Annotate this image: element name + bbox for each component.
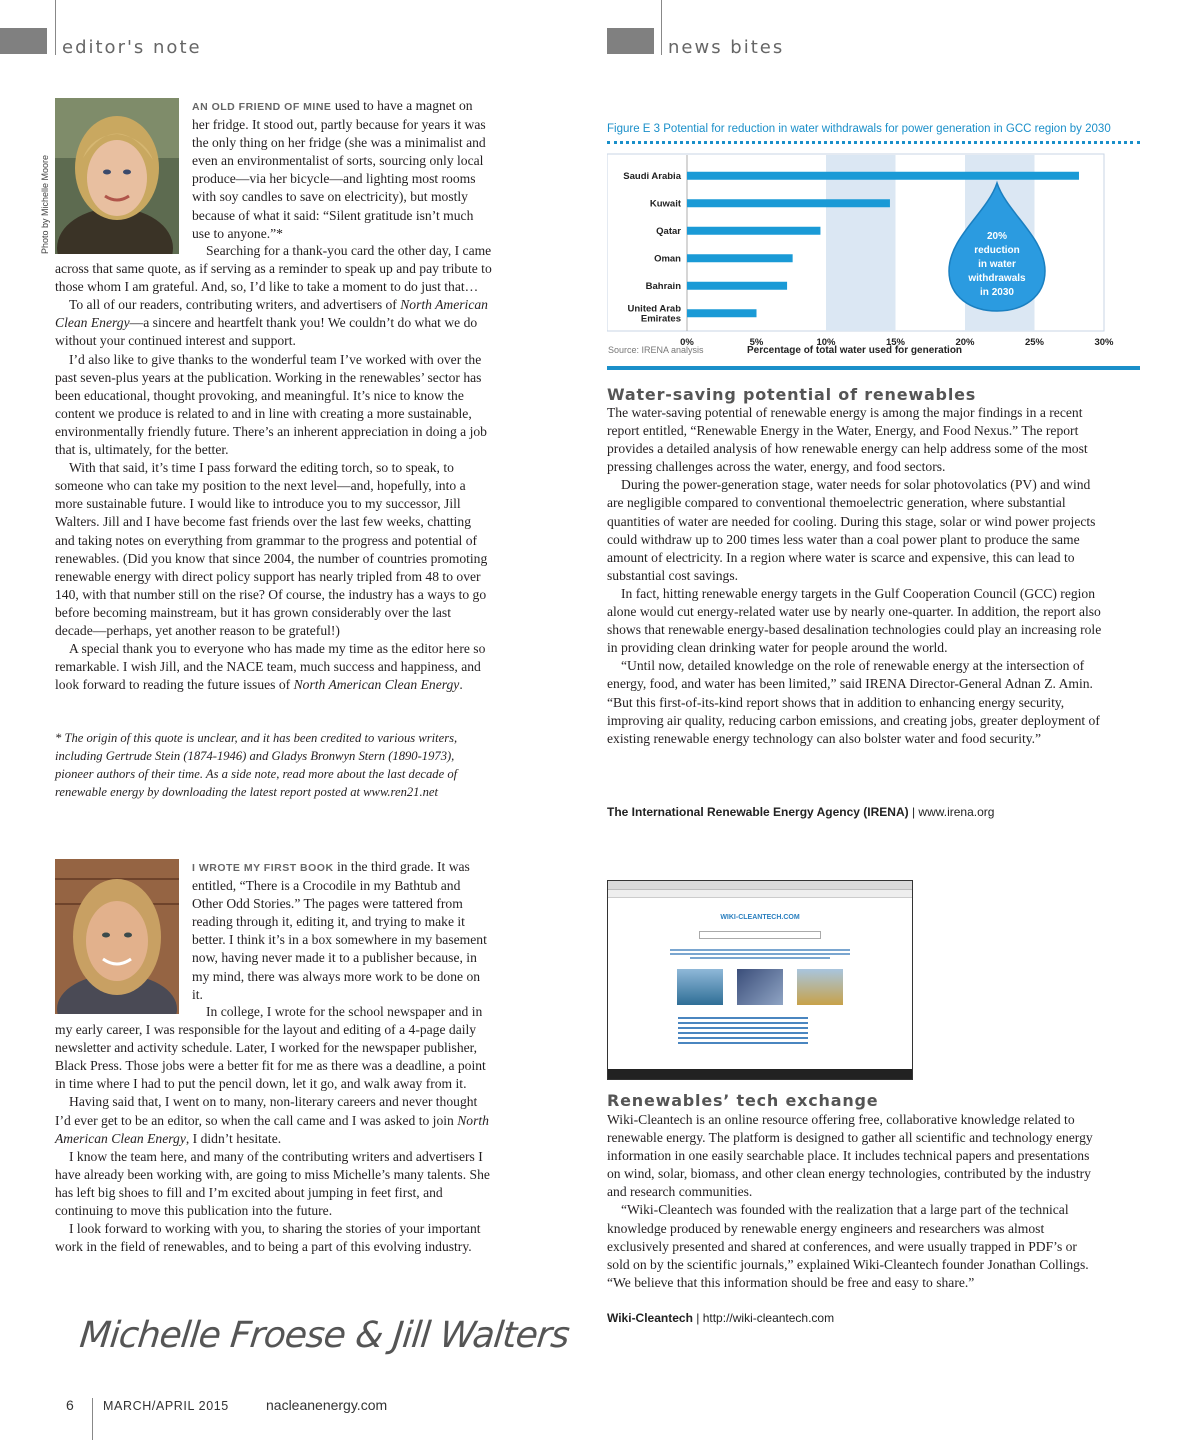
paragraph: In college, I wrote for the school newspaper and in my early career, I was responsible for the layout and editing of a 4-page daily newsletter and activity schedule. Later, I worked for the newspaper publisher, Black Press. Those jobs were a better fit for me as there was a deadline, a point in time where I had to put the pencil down, let it go, and walk away from it.	[55, 1004, 486, 1092]
category-label: Saudi Arabia	[623, 170, 681, 182]
footnote: * The origin of this quote is unclear, and it has been credited to various writers, including Gertrude Stein (1874-1946) and Gladys Bronwyn Stern (1890-1973), pioneer authors of their time. As a side note, read more about the last decade of renewable energy by downloading the latest report posted at www.ren21.net	[55, 731, 458, 799]
site-intro-lines	[670, 949, 850, 959]
source-url[interactable]: www.irena.org	[918, 805, 995, 819]
browser-tab-bar	[608, 881, 912, 890]
site-images	[608, 969, 912, 1005]
headline-water-saving: Water-saving potential of renewables	[607, 385, 977, 404]
solar-panel-image	[737, 969, 783, 1005]
figure-bottom-rule	[607, 366, 1140, 370]
news-1-body	[607, 404, 1103, 748]
category-label: Oman	[654, 253, 681, 265]
bar	[687, 254, 793, 262]
paragraph: Wiki-Cleantech is an online resource offering free, collaborative knowledge related to renewable energy. The platform is designed to gather all scientific and technology energy information in one easily searchable place. It includes technical papers and presentations on wind, solar, biomass, and other clean energy technologies, contributed by the industry and research communities.	[607, 1112, 1093, 1200]
category-label: Emirates	[640, 313, 681, 325]
editor-note-2-intro	[192, 858, 492, 1004]
right-header-divider	[661, 0, 662, 55]
paragraph: I look forward to working with you, to sharing the stories of your important work in the field of renewables, and to being a part of this evolving industry.	[55, 1221, 481, 1255]
figure-title-rule	[607, 141, 1140, 144]
drop-annotation-text: 20%	[986, 231, 1008, 242]
x-tick-label: 20%	[955, 337, 975, 348]
chart-source: Source: IRENA analysis	[608, 345, 704, 355]
section-label-editors-note: editor's note	[62, 37, 202, 58]
lead-in: I WROTE MY FIRST BOOK	[192, 862, 334, 874]
x-tick-label: 25%	[1024, 337, 1045, 348]
paragraph: “Until now, detailed knowledge on the role of renewable energy at the intersection of energy, food, and water has been limited,” said IRENA Director-General Adnan Z. Amin. “But this first-of-its-kind report shows that in addition to enhancing energy security, improving air quality, reducing carbon emissions, and creating jobs, greater deployment of existing renewable energy technology can also bolster water and food security.”	[607, 658, 1100, 746]
paragraph: “Wiki-Cleantech was founded with the realization that a large part of the technical knowledge produced by renewable energy engineers and researchers was almost exclusively presented and shared at conferences, and were usually trapped in PDF’s or sold on by the scientific journals,” explained Wiki-Cleantech founder Jonathan Collings. “We believe that this information should be free and easy to share.”	[607, 1202, 1089, 1290]
x-axis-title: Percentage of total water used for generation	[747, 345, 963, 356]
bar	[687, 227, 820, 235]
news-2-source: Wiki-Cleantech | http://wiki-cleantech.com	[607, 1311, 835, 1325]
x-tick-label: 0%	[680, 337, 694, 348]
drop-annotation-text: withdrawals	[968, 273, 1026, 284]
paragraph: In fact, hitting renewable energy targets in the Gulf Cooperation Council (GCC) region alone would cut energy-related water use by nearly one-quarter. In addition, the report also shows that renewable energy-based desalination technologies could play an increasing role in providing clean drinking water for people around the world.	[607, 585, 1102, 656]
photo-credit: Photo by Michelle Moore	[40, 154, 50, 254]
site-search-box	[699, 931, 821, 939]
editor-note-1-body	[55, 242, 492, 694]
x-tick-label: 10%	[816, 337, 836, 348]
paragraph: A special thank you to everyone who has made my time as the editor here so remarkable. I wish Jill, and the NACE team, much success and happiness, and look forward to reading the future issues of North American Clean Energy.	[55, 641, 486, 693]
category-label: Qatar	[656, 225, 681, 237]
drop-annotation-text: reduction	[974, 245, 1020, 256]
grid-band	[826, 155, 896, 331]
category-label: Kuwait	[649, 198, 681, 210]
headline-tech-exchange: Renewables’ tech exchange	[607, 1091, 879, 1110]
bar	[687, 172, 1079, 180]
paragraph: used to have a magnet on her fridge. It stood out, partly because for years it was the only thing on her fridge (she was a minimalist and even an environmentalist of sorts, sourcing only local produce—via her bicycle—and lighting most rooms with soy candles to save on electricity), but mostly because of what it said: “Silent gratitude isn’t much use to anyone.”*	[192, 98, 486, 241]
paragraph: I know the team here, and many of the contributing writers and advertisers I have already been working with, are going to miss Michelle’s many talents. She has left big shoes to fill and I’m excited about jumping in feet first, and continuing to move this publication into the future.	[55, 1148, 490, 1219]
signature: Michelle Froese & Jill Walters	[77, 1315, 571, 1356]
left-header-divider	[55, 0, 56, 55]
water-withdrawal-bar-chart	[607, 150, 1140, 372]
category-label: Bahrain	[645, 280, 681, 292]
wiki-cleantech-screenshot	[607, 880, 913, 1080]
source-name: The International Renewable Energy Agency (IRENA)	[607, 805, 909, 819]
buoy-image	[677, 969, 723, 1005]
news-2-body	[607, 1111, 1103, 1292]
editor-photo-michelle	[55, 98, 179, 254]
platform-image	[797, 969, 843, 1005]
section-label-news-bites: news bites	[668, 37, 785, 58]
drop-annotation-text: in 2030	[980, 287, 1014, 298]
x-tick-label: 15%	[885, 337, 906, 348]
editor-note-2-body	[55, 1003, 492, 1256]
figure-title: Figure E 3 Potential for reduction in water withdrawals for power generation in GCC region by 2030	[607, 123, 1111, 135]
editor-note-1-intro	[192, 97, 492, 243]
bar	[687, 309, 757, 317]
page-number: 6	[66, 1397, 74, 1413]
source-url[interactable]: http://wiki-cleantech.com	[702, 1311, 835, 1325]
site-links	[678, 1017, 808, 1044]
editor-photo-jill	[55, 859, 179, 1014]
bar	[687, 199, 890, 207]
issue-date: MARCH/APRIL 2015	[103, 1399, 229, 1413]
site-url: nacleanenergy.com	[266, 1397, 388, 1413]
paragraph: The water-saving potential of renewable energy is among the major findings in a recent report entitled, “Renewable Energy in the Water, Energy, and Food Nexus.” The report provides a detailed analysis of how renewable energy can help address some of the most pressing challenges across the water, energy, and food sectors.	[607, 405, 1088, 475]
paragraph: To all of our readers, contributing writers, and advertisers of North American Clean Energy—a sincere and heartfelt thank you! We couldn’t do what we do without your continued interest and support.	[55, 297, 488, 349]
paragraph: During the power-generation stage, water needs for solar photovolatics (PV) and wind are negligible compared to conventional themoelectric generation, where substantial quantities of water are needed for cooling. During this stage, solar or wind power projects could withdraw up to 200 times less water than a coal power plant to produce the same amount of electricity. In a region where water is scarce and expensive, this can lead to substantial cost savings.	[607, 477, 1096, 583]
source-name: Wiki-Cleantech	[607, 1311, 693, 1325]
x-tick-label: 5%	[749, 337, 764, 348]
left-header-tab	[0, 28, 47, 54]
category-label: United Arab	[627, 303, 681, 315]
screenshot-bottom-bar	[608, 1069, 912, 1079]
footer-divider	[92, 1398, 93, 1440]
paragraph: With that said, it’s time I pass forward the editing torch, so to speak, to someone who can take my position to the next level—and, hopefully, into a more sustainable future. I would like to introduce you to my successor, Jill Walters. Jill and I have become fast friends over the last few weeks, chatting and taking notes on everything from grammar to the progress and potential of renewables. (Did you know that since 2004, the number of countries promoting renewable energy with direct policy support has nearly tripled from 48 to over 140, with that number still on the rise? Of course, the industry has a ways to go before becoming mainstream, but it has grown considerably over the last decade—perhaps, yet another reason to be grateful!)	[55, 460, 488, 638]
x-tick-label: 30%	[1094, 337, 1114, 348]
right-header-tab	[607, 28, 654, 54]
news-1-source: The International Renewable Energy Agency (IRENA) | www.irena.org	[607, 805, 995, 819]
browser-toolbar	[608, 890, 912, 898]
bar	[687, 282, 787, 290]
lead-in: AN OLD FRIEND OF MINE	[192, 101, 332, 113]
paragraph: I’d also like to give thanks to the wonderful team I’ve worked with over the past seven-plus years at the publication. Working in the renewables’ sector has been educational, thought provoking, and meaningful. It’s nice to know the content we produce is related to and in line with creating a more sustainable, environmentally friendly future. There’s an inherent appreciation in doing a job that is, ultimately, for the better.	[55, 351, 487, 458]
drop-annotation-text: in water	[978, 259, 1016, 270]
paragraph: Having said that, I went on to many, non-literary careers and never thought I’d ever get to be an editor, so when the call came and I was asked to join North American Clean Energy, I didn’t hesitate.	[55, 1094, 489, 1146]
site-logo: WIKI-CLEANTECH.COM	[720, 914, 800, 921]
paragraph: Searching for a thank-you card the other day, I came across that same quote, as if serving as a reminder to speak up and pay tribute to those whom I am grateful. And, so, I’d like to take a moment to do just that…	[55, 243, 492, 295]
paragraph: in the third grade. It was entitled, “There is a Crocodile in my Bathtub and Other Odd Stories.” The pages were tattered from reading through it, editing it, and trying to make it better. I think it’s in a box somewhere in my basement now, having never made it to a publisher because, in my mind, there was always more work to be done on it.	[192, 859, 487, 1002]
